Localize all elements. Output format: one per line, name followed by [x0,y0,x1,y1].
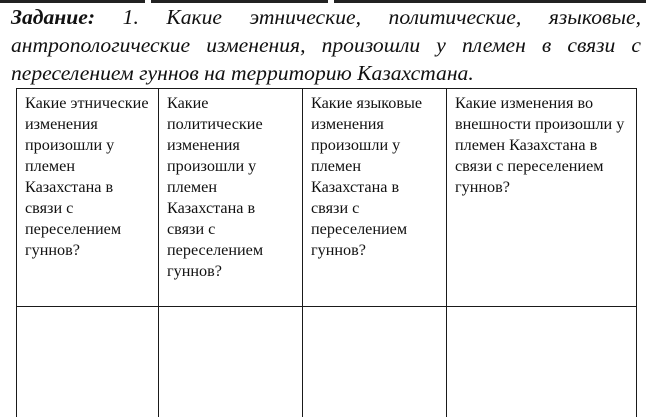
task-text: 1. Какие этнические, политические, языковые, антропологические изменения, произошли у племен в связи с переселением гуннов на территорию Казахстана. [11,5,641,85]
header-political-changes: Какие политические изменения произошли у племен Казахстана в связи с переселением гуннов? [159,89,303,307]
table-header-row [17,89,637,307]
task-paragraph [11,3,641,87]
answer-cell-language[interactable] [303,306,447,417]
header-appearance-changes: Какие изменения во внешности произошли у племен Казахстана в связи с переселением гуннов? [447,89,637,307]
table-answer-row [17,306,637,417]
answer-cell-appearance[interactable] [447,306,637,417]
header-language-changes: Какие языковые изменения произошли у племен Казахстана в связи с переселением гуннов? [303,89,447,307]
answer-cell-political[interactable] [159,306,303,417]
task-label: Задание: [11,5,96,29]
answer-table [16,88,637,417]
header-ethnic-changes: Какие этнические изменения произошли у племен Казахстана в связи с переселением гуннов? [17,89,159,307]
answer-cell-ethnic[interactable] [17,306,159,417]
